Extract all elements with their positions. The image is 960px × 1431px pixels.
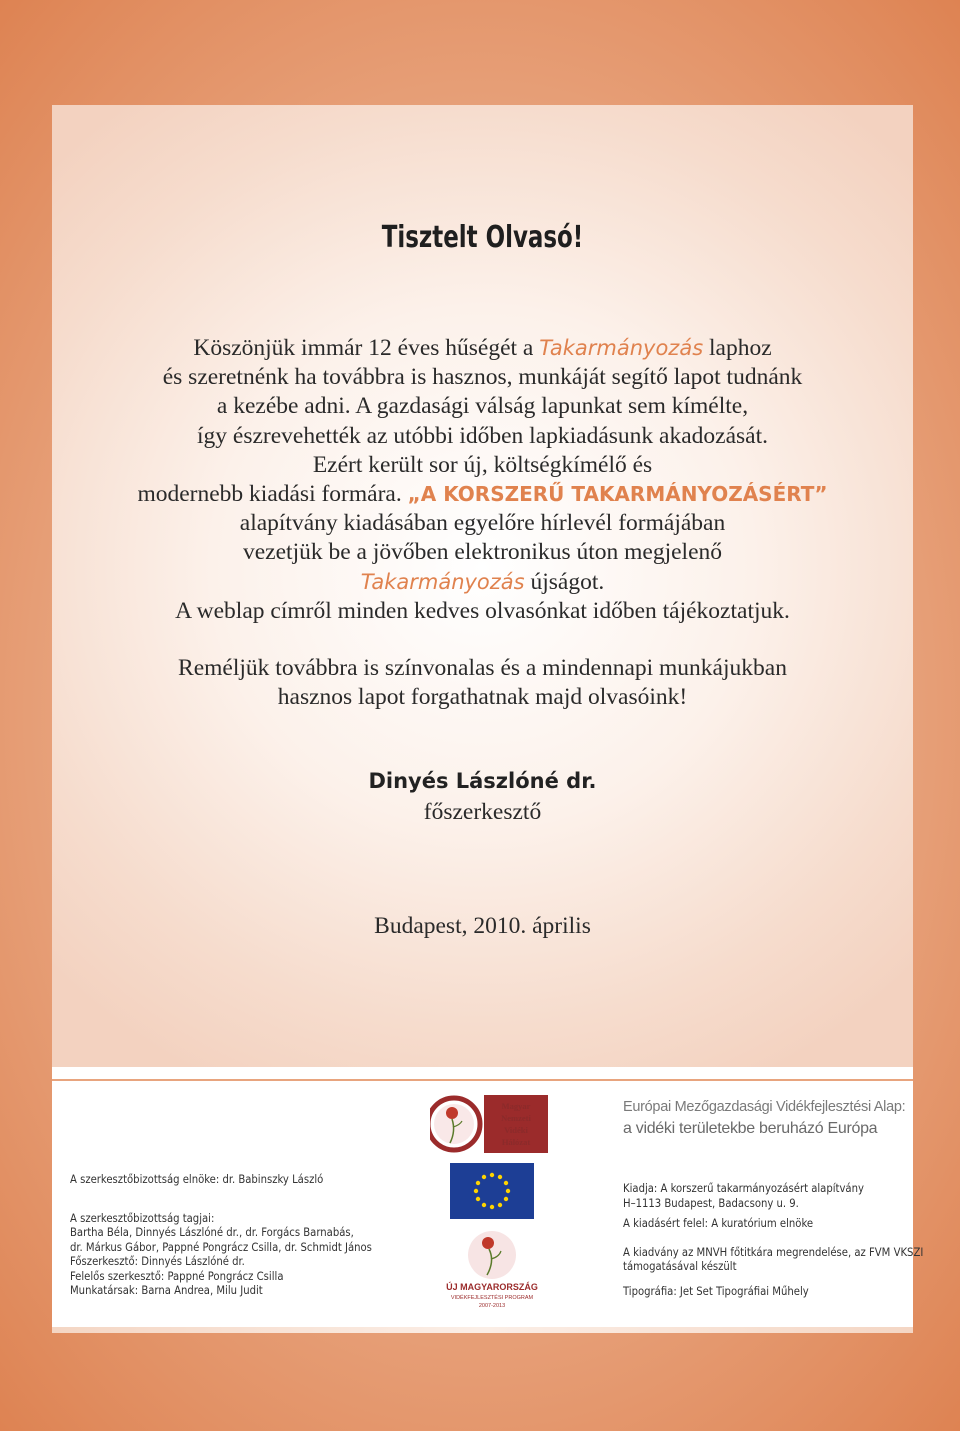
body-line: A weblap címről minden kedves olvasónkat időben tájékoztatjuk. [175, 597, 790, 624]
body-line: Ezért került sor új, költségkímélő és [312, 451, 653, 478]
flower-icon [446, 1107, 458, 1119]
signature-name: Dinyés Lászlóné dr. [368, 769, 597, 793]
body-line: vezetjük be a jövőben elektronikus úton megjelenő [243, 539, 722, 566]
text: újságot. [524, 568, 605, 595]
mnvh-logo [430, 1093, 548, 1155]
logo-word: VIDÉKFEJLESZTÉSI PROGRAM [450, 1295, 534, 1301]
responsible-editor: Felelős szerkesztő: Pappné Pongrácz Csilla [70, 1269, 284, 1283]
board-members: dr. Márkus Gábor, Pappné Pongrácz Csilla, dr. Schmidt János [70, 1240, 372, 1254]
board-members: Bartha Béla, Dinnyés Lászlóné dr., dr. Forgács Barnabás, [70, 1226, 354, 1239]
editor-in-chief: Főszerkesztő: Dinnyés Lászlóné dr. [70, 1255, 245, 1268]
flower-icon [482, 1237, 494, 1249]
uj-magyarorszag-logo [439, 1227, 545, 1311]
text: modernebb kiadási formára. [137, 481, 408, 508]
magazine-name: Takarmányozás [360, 569, 525, 594]
foundation-name: „A KORSZERŰ TAKARMÁNYOZÁSÉRT” [407, 482, 828, 507]
body-line: alapítvány kiadásában egyelőre hírlevél formájában [239, 510, 726, 537]
logo-word: 2007-2013 [478, 1303, 506, 1309]
divider [52, 1079, 913, 1081]
logo-word: Vidéki [504, 1125, 528, 1135]
logo-word: Hálózat [501, 1137, 531, 1147]
body-line: így észrevehették az utóbbi időben lapkiadásunk akadozását. [197, 422, 768, 449]
divider [52, 1327, 913, 1333]
letter-body [72, 334, 893, 626]
body-line [72, 480, 893, 509]
eu-fund-text [623, 1097, 905, 1139]
funding-note: A kiadvány az MNVH főtitkára megrendelése, az FVM VKSZI [623, 1245, 924, 1259]
letter-panel [52, 105, 913, 1067]
publisher-info [623, 1182, 924, 1299]
responsible-publisher: A kiadásért felel: A kuratórium elnöke [623, 1217, 814, 1230]
eu-line: Európai Mezőgazdasági Vidékfejlesztési Alap: [623, 1099, 906, 1115]
logo-word: Magyar [501, 1101, 531, 1111]
body-line [72, 568, 893, 597]
board-chair: A szerkesztőbizottság elnöke: dr. Babinszky László [70, 1173, 324, 1186]
colophon-footer [52, 1067, 924, 1333]
body-line: hasznos lapot forgathatnak majd olvasóink! [277, 684, 688, 711]
place-date: Budapest, 2010. április [374, 913, 591, 939]
funding-note: támogatásával készült [623, 1260, 737, 1273]
eu-line: a vidéki területekbe beruházó Európa [623, 1120, 878, 1137]
publisher: Kiadja: A korszerű takarmányozásért alapítvány [623, 1182, 864, 1195]
body-line: és szeretnénk ha továbbra is hasznos, munkáját segítő lapot tudnánk [162, 364, 803, 391]
body-line: a kezébe adni. A gazdasági válság lapunkat sem kímélte, [216, 393, 749, 420]
body-line: Reméljük továbbra is színvonalas és a mindennapi munkájukban [178, 655, 787, 681]
signature-role: főszerkesztő [423, 799, 542, 825]
logo-word: ÚJ MAGYARORSZÁG [446, 1282, 538, 1292]
closing-paragraph [72, 654, 893, 712]
letter-title: Tisztelt Olvasó! [381, 220, 584, 255]
board-members-label: A szerkesztőbizottság tagjai: [70, 1211, 215, 1225]
publisher-address: H–1113 Budapest, Badacsony u. 9. [623, 1196, 799, 1210]
staff: Munkatársak: Barna Andrea, Milu Judit [70, 1284, 263, 1297]
text: Köszönjük immár 12 éves hűségét a [193, 335, 540, 361]
eu-flag-icon [450, 1163, 534, 1219]
editorial-board [70, 1173, 370, 1299]
logo-word: Nemzeti [501, 1113, 531, 1123]
body-line [72, 334, 893, 363]
magazine-name: Takarmányozás [539, 336, 704, 360]
typography-credit: Tipográfia: Jet Set Tipográfiai Műhely [623, 1284, 809, 1298]
text: laphoz [703, 335, 772, 361]
